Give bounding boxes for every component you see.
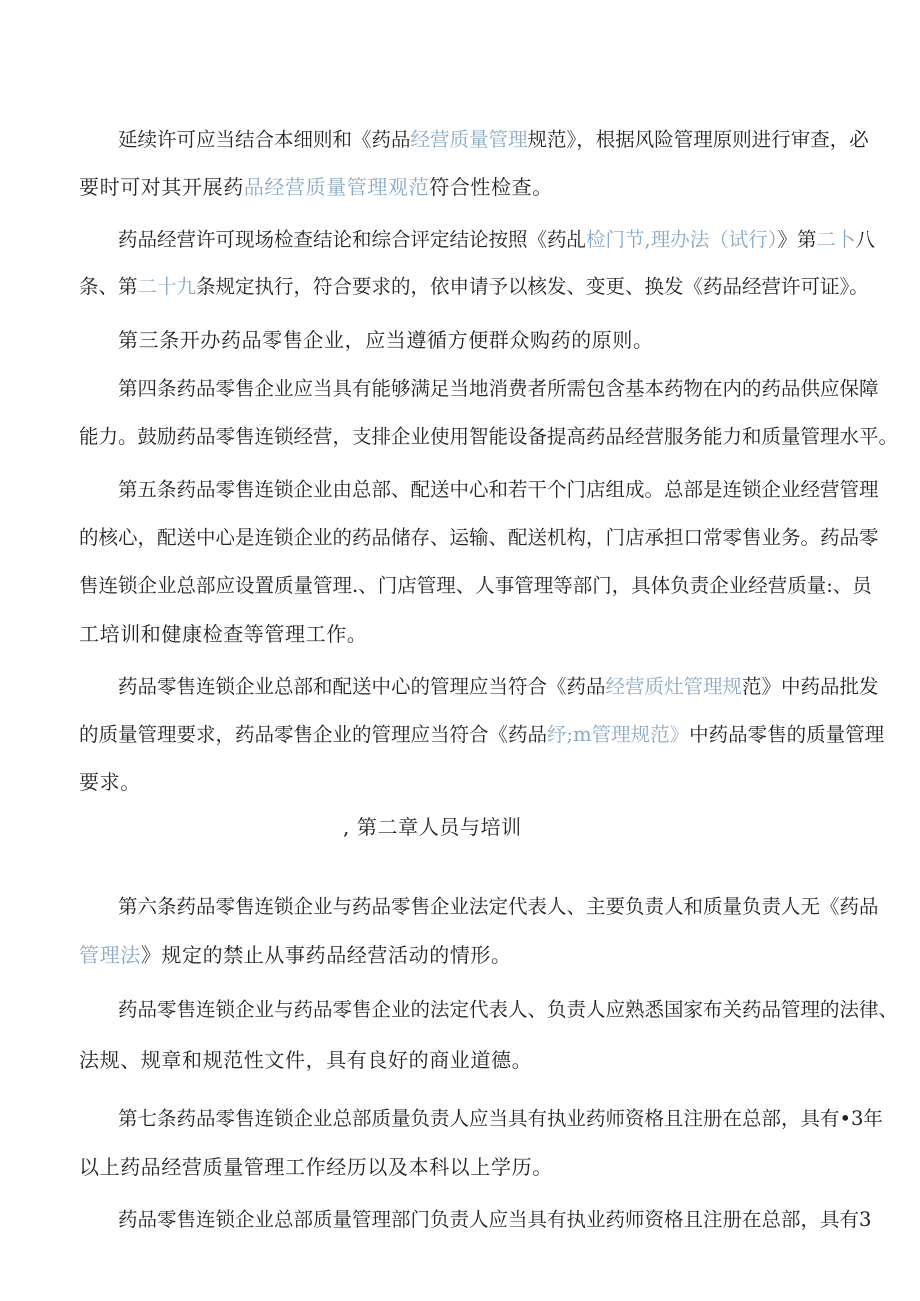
paragraph-1-line-1 xyxy=(118,126,869,154)
paragraph-8-line-2 xyxy=(79,1046,532,1074)
paragraph-9-line-2 xyxy=(79,1153,553,1181)
paragraph-9-line-1 xyxy=(118,1105,883,1133)
text-run: 的质量管理要求，药品零售企业的管理应当符合《药品 xyxy=(79,723,548,746)
paragraph-5-line-4 xyxy=(79,620,367,648)
text-run: 延续许可应当结合本细则和《药品 xyxy=(118,128,411,151)
highlighted-text: 品经营质量管理观范 xyxy=(243,175,430,199)
text-run: 八 xyxy=(855,228,876,251)
paragraph-4-line-2 xyxy=(79,423,898,451)
paragraph-6-line-2 xyxy=(79,721,884,749)
text-run: 药品零售连锁企业总部质量管理部门负责人应当具有执业药师资格且注册在总部，具有3 xyxy=(118,1208,872,1231)
text-run: 药品零售连锁企业与药品零售企业的法定代表人、负责人应熟悉国家布关药品管理的法律、 xyxy=(118,998,899,1021)
text-run: 要求。 xyxy=(79,770,141,794)
text-run: 第三条开办药品零售企业，应当遵循方便群众购药的原则。 xyxy=(118,328,654,352)
paragraph-5-line-3 xyxy=(79,572,872,600)
text-run: 第四条药品零售企业应当具有能够满足当地消费者所需包含基本药物在内的药品供应保障 xyxy=(118,377,879,400)
paragraph-4-line-1 xyxy=(118,375,879,403)
text-run: 符合性检查。 xyxy=(429,175,553,199)
text-run: 》第 xyxy=(777,228,817,251)
text-run: 能力。鼓励药品零售连锁经营，支排企业使用智能设备提高药品经营服务能力和质量管理水平。 xyxy=(79,425,899,448)
text-run: 第六条药品零售连锁企业与药品零售企业法定代表人、主要负责人和质量负责人无《药品 xyxy=(118,895,879,918)
paragraph-6-line-1 xyxy=(118,673,879,701)
text-run: 规范》，根据风险管理原则进行审查，必 xyxy=(527,128,869,151)
highlighted-text: 管理法 xyxy=(79,943,141,967)
text-run: 药品零售连锁企业总部和配送中心的管理应当符合《药品 xyxy=(118,675,606,698)
paragraph-8-line-1 xyxy=(118,996,898,1024)
highlighted-text: 检门节,理办法（试行） xyxy=(586,228,778,251)
paragraph-5-line-2 xyxy=(79,524,879,552)
text-run: 范》中药品批发 xyxy=(742,675,879,698)
paragraph-3-line-1 xyxy=(118,326,654,354)
paragraph-2-line-2 xyxy=(79,273,869,301)
highlighted-text: 纾;m管理规范》 xyxy=(547,723,690,746)
text-run: 》规定的禁止从事药品经营活动的情形。 xyxy=(140,943,512,967)
paragraph-5-line-1 xyxy=(118,476,879,504)
text-run: 中药品零售的质量管理 xyxy=(689,723,885,746)
paragraph-10-line-1 xyxy=(118,1206,871,1234)
highlighted-text: 二十九 xyxy=(137,275,197,298)
highlighted-text: 经营质灶管理规 xyxy=(605,675,743,698)
paragraph-6-line-3 xyxy=(79,768,141,796)
text-run: 要时可对其开展药 xyxy=(79,175,244,199)
highlighted-text: 经营质量管理 xyxy=(410,128,528,151)
paragraph-2-line-1 xyxy=(118,226,875,254)
text-run: 药品经营许可现场检查结论和综合评定结论按照《药乩 xyxy=(118,228,587,251)
chapter-heading: , 第二章人员与培训 xyxy=(343,815,522,839)
paragraph-1-line-2 xyxy=(79,173,553,201)
text-run: 条规定执行，符合要求的，依申请予以核发、变更、换发《药品经营许可证》。 xyxy=(196,275,869,298)
text-run: 工培训和健康检查等管理工作。 xyxy=(79,622,368,646)
text-run: 第七条药品零售连锁企业总部质量负责人应当具有执业药师资格且注册在总部，具有•3年 xyxy=(118,1107,883,1130)
paragraph-7-line-1 xyxy=(118,893,879,921)
highlighted-text: 二卜 xyxy=(816,228,856,251)
text-run: 以上药品经营质量管理工作经历以及本科以上学历。 xyxy=(79,1155,553,1179)
text-run: 的核心，配送中心是连锁企业的药品储存、运输、配送机构，门店承担口常零售业务。药品零 xyxy=(79,526,879,549)
text-run: 第五条药品零售连锁企业由总部、配送中心和若干个门店组成。总部是连锁企业经营管理 xyxy=(118,478,879,501)
paragraph-7-line-2 xyxy=(79,941,512,969)
text-run: 法规、规章和规范性文件，具有良好的商业道德。 xyxy=(79,1048,533,1072)
text-run: 售连锁企业总部应设置质量管理.、门店管理、人事管理等部门，具体负责企业经营质量:、员 xyxy=(79,574,872,597)
text-run: 条、第 xyxy=(79,275,138,298)
